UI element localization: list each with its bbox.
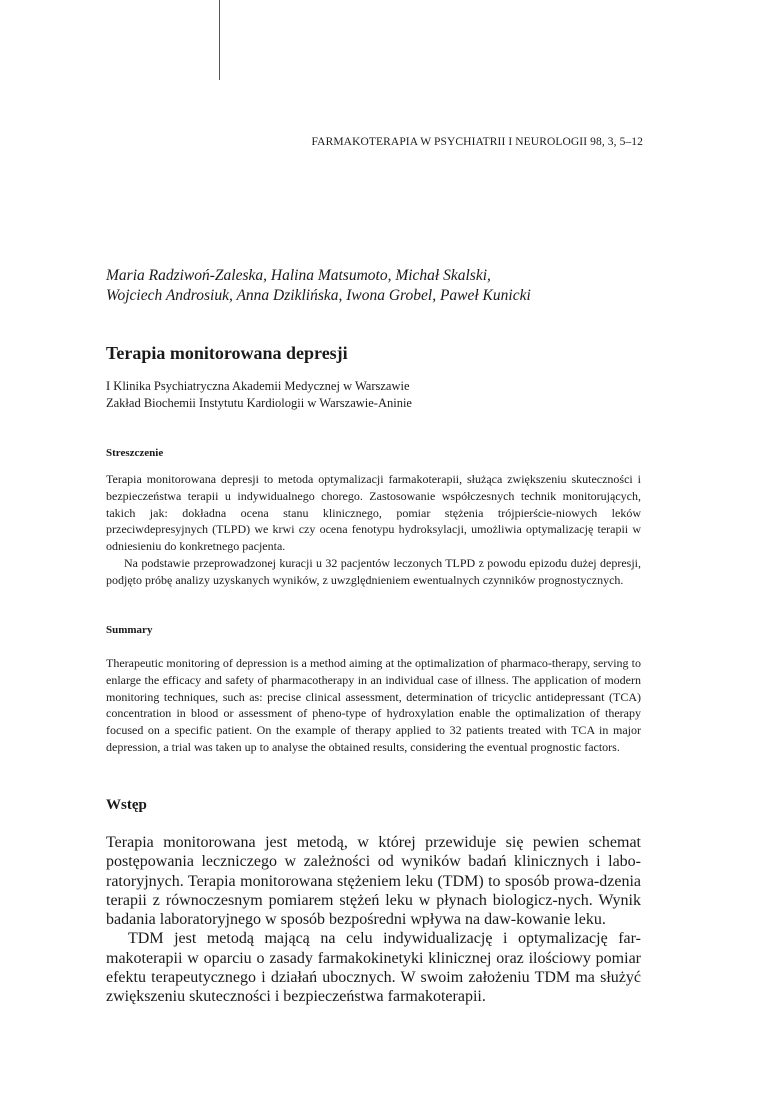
streszczenie-text [106,471,641,589]
author-line: Wojciech Androsiuk, Anna Dziklińska, Iwona Grobel, Paweł Kunicki [106,287,531,304]
summary-text [106,655,641,756]
body-paragraph: TDM jest metodą mającą na celu indywidualizację i optymalizację far-makoterapii w oparciu o zasady farmakokinetyki klinicznej oraz ilościowy pomiar efektu terapeutycznego i działań ubocznych. W swoim założeniu TDM ma służyć zwiększeniu skuteczności i bezpieczeństwa farmakoterapii. [106,930,641,1006]
affiliation-line: Zakład Biochemii Instytutu Kardiologii w Warszawie-Aninie [106,395,412,410]
affiliation-line: I Klinika Psychiatryczna Akademii Medycznej w Warszawie [106,379,410,393]
wstep-body [106,833,641,1007]
abstract-paragraph: Terapia monitorowana depresji to metoda optymalizacji farmakoterapii, służąca zwiększeniu skuteczności i bezpieczeństwa terapii u indywidualnego chorego. Zastosowanie współczesnych technik monitorujących, takich jak: dokładna ocena stanu klinicznego, pomiar stężenia trójpierście-niowych leków przeciwdepresyjnych (TLPD) we krwi czy ocena fenotypu hydroksylacji, umożliwia optymalizację terapii w odniesieniu do konkretnego pacjenta. [106,472,641,554]
abstract-paragraph: Therapeutic monitoring of depression is a method aiming at the optimalization of pharmaco-therapy, serving to enlarge the efficacy and safety of pharmacotherapy in an individual case of illness. The application of modern monitoring techniques, such as: precise clinical assessment, determination of tricyclic antidepressant (TCA) concentration in blood or assessment of pheno-type of hydroxylation enable the optimalization of therapy focused on a specific patient. On the example of therapy applied to 32 patients treated with TCA in major depression, a trial was taken up to analyse the obtained results, considering the eventual prognostic factors. [106,656,641,754]
author-list [106,266,666,306]
streszczenie-heading: Streszczenie [106,447,164,459]
abstract-paragraph: Na podstawie przeprowadzonej kuracji u 32 pacjentów leczonych TLPD z powodu epizodu dużej depresji, podjęto próbę analizy uzyskanych wyników, z uwzględnieniem ewentualnych czynników prognostycznych. [106,555,641,587]
summary-heading: Summary [106,624,153,636]
affiliations [106,378,412,411]
article-title: Terapia monitorowana depresji [106,343,348,363]
author-line: Maria Radziwoń-Zaleska, Halina Matsumoto, Michał Skalski, [106,267,491,284]
section-heading-wstep: Wstęp [106,797,147,813]
body-paragraph: Terapia monitorowana jest metodą, w której przewiduje się pewien schemat postępowania leczniczego w zależności od wyników badań klinicznych i labo-ratoryjnych. Terapia monitorowana stężeniem leku (TDM) to sposób prowa-dzenia terapii z równoczesnym pomiarem stężeń leku w płynach biologicz-nych. Wynik badania laboratoryjnego w sposób bezpośredni wpływa na daw-kowanie leku. [106,834,641,929]
running-head: FARMAKOTERAPIA W PSYCHIATRII I NEUROLOGII 98, 3, 5–12 [311,136,643,148]
scan-margin-line [219,0,220,80]
